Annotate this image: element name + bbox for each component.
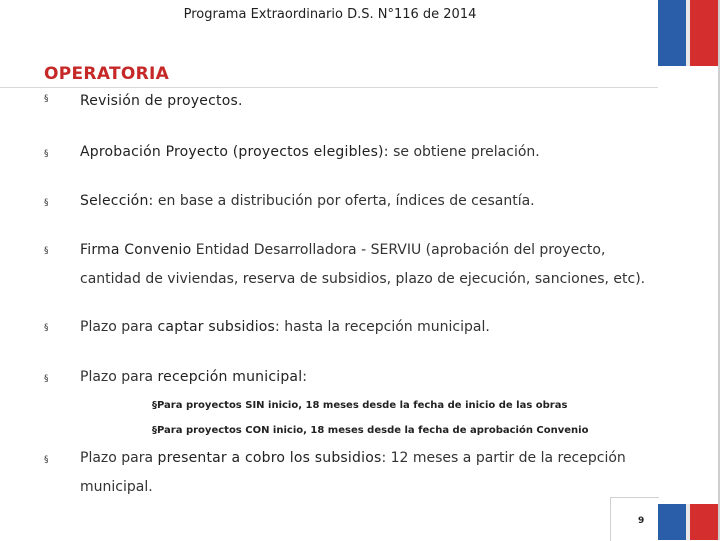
item-4-line2: cantidad de viviendas, reserva de subsidios, plazo de ejecución, sanciones, etc). — [80, 271, 646, 287]
flag-red-stripe-bottom — [690, 504, 718, 540]
bullet-2: § — [44, 149, 49, 159]
flag-stripes-top — [658, 0, 718, 66]
item-5-pre: Plazo para — [80, 319, 158, 335]
sub-item-1: §Para proyectos SIN inicio, 18 meses desde la fecha de inicio de las obras — [152, 400, 568, 411]
item-2-bold: Aprobación Proyecto (proyectos elegibles): — [80, 144, 389, 160]
sub-item-2: §Para proyectos CON inicio, 18 meses desde la fecha de aprobación Convenio — [152, 425, 589, 436]
list-item-3 — [80, 187, 670, 216]
list-item-1 — [80, 87, 670, 116]
bullet-4: § — [44, 246, 49, 256]
flag-blue-stripe — [658, 0, 686, 66]
list-item-2 — [80, 138, 670, 167]
item-5-rest: : hasta la recepción municipal. — [275, 319, 490, 335]
bullet-6: § — [44, 374, 49, 384]
flag-stripes-bottom — [658, 504, 718, 540]
item-3-bold: Selección: — [80, 193, 154, 209]
bullet-1: § — [44, 94, 49, 104]
flag-red-stripe — [690, 0, 718, 66]
item-6-pre: Plazo para — [80, 369, 158, 385]
item-6-rest: : — [302, 369, 308, 385]
page-number-box — [610, 497, 659, 541]
list-item-5 — [80, 313, 670, 342]
item-1-bold: Revisión de proyectos. — [80, 93, 243, 109]
list-item-4 — [80, 236, 670, 294]
bullet-3: § — [44, 198, 49, 208]
item-6-bold: recepción municipal — [157, 369, 303, 385]
item-7-bold: presentar a cobro los subsidios — [157, 450, 382, 466]
list-item-6 — [80, 363, 670, 392]
item-4-bold: Firma Convenio — [80, 242, 192, 258]
item-7-pre: Plazo para — [80, 450, 158, 466]
bullet-7: § — [44, 455, 49, 465]
list-item-7 — [80, 444, 670, 502]
item-7-rest: : 12 meses a partir de la recepción — [381, 450, 626, 466]
page-number: 9 — [638, 516, 645, 526]
flag-blue-stripe-bottom — [658, 504, 686, 540]
section-title: OPERATORIA — [44, 64, 170, 84]
item-2-rest: se obtiene prelación. — [388, 144, 540, 160]
item-4-rest: Entidad Desarrolladora - SERVIU (aprobación del proyecto, — [191, 242, 606, 258]
item-5-bold: captar subsidios — [157, 319, 276, 335]
item-7-line2: municipal. — [80, 479, 153, 495]
bullet-5: § — [44, 323, 49, 333]
item-3-rest: en base a distribución por oferta, índices de cesantía. — [153, 193, 535, 209]
header-title: Programa Extraordinario D.S. N°116 de 2014 — [183, 7, 477, 22]
